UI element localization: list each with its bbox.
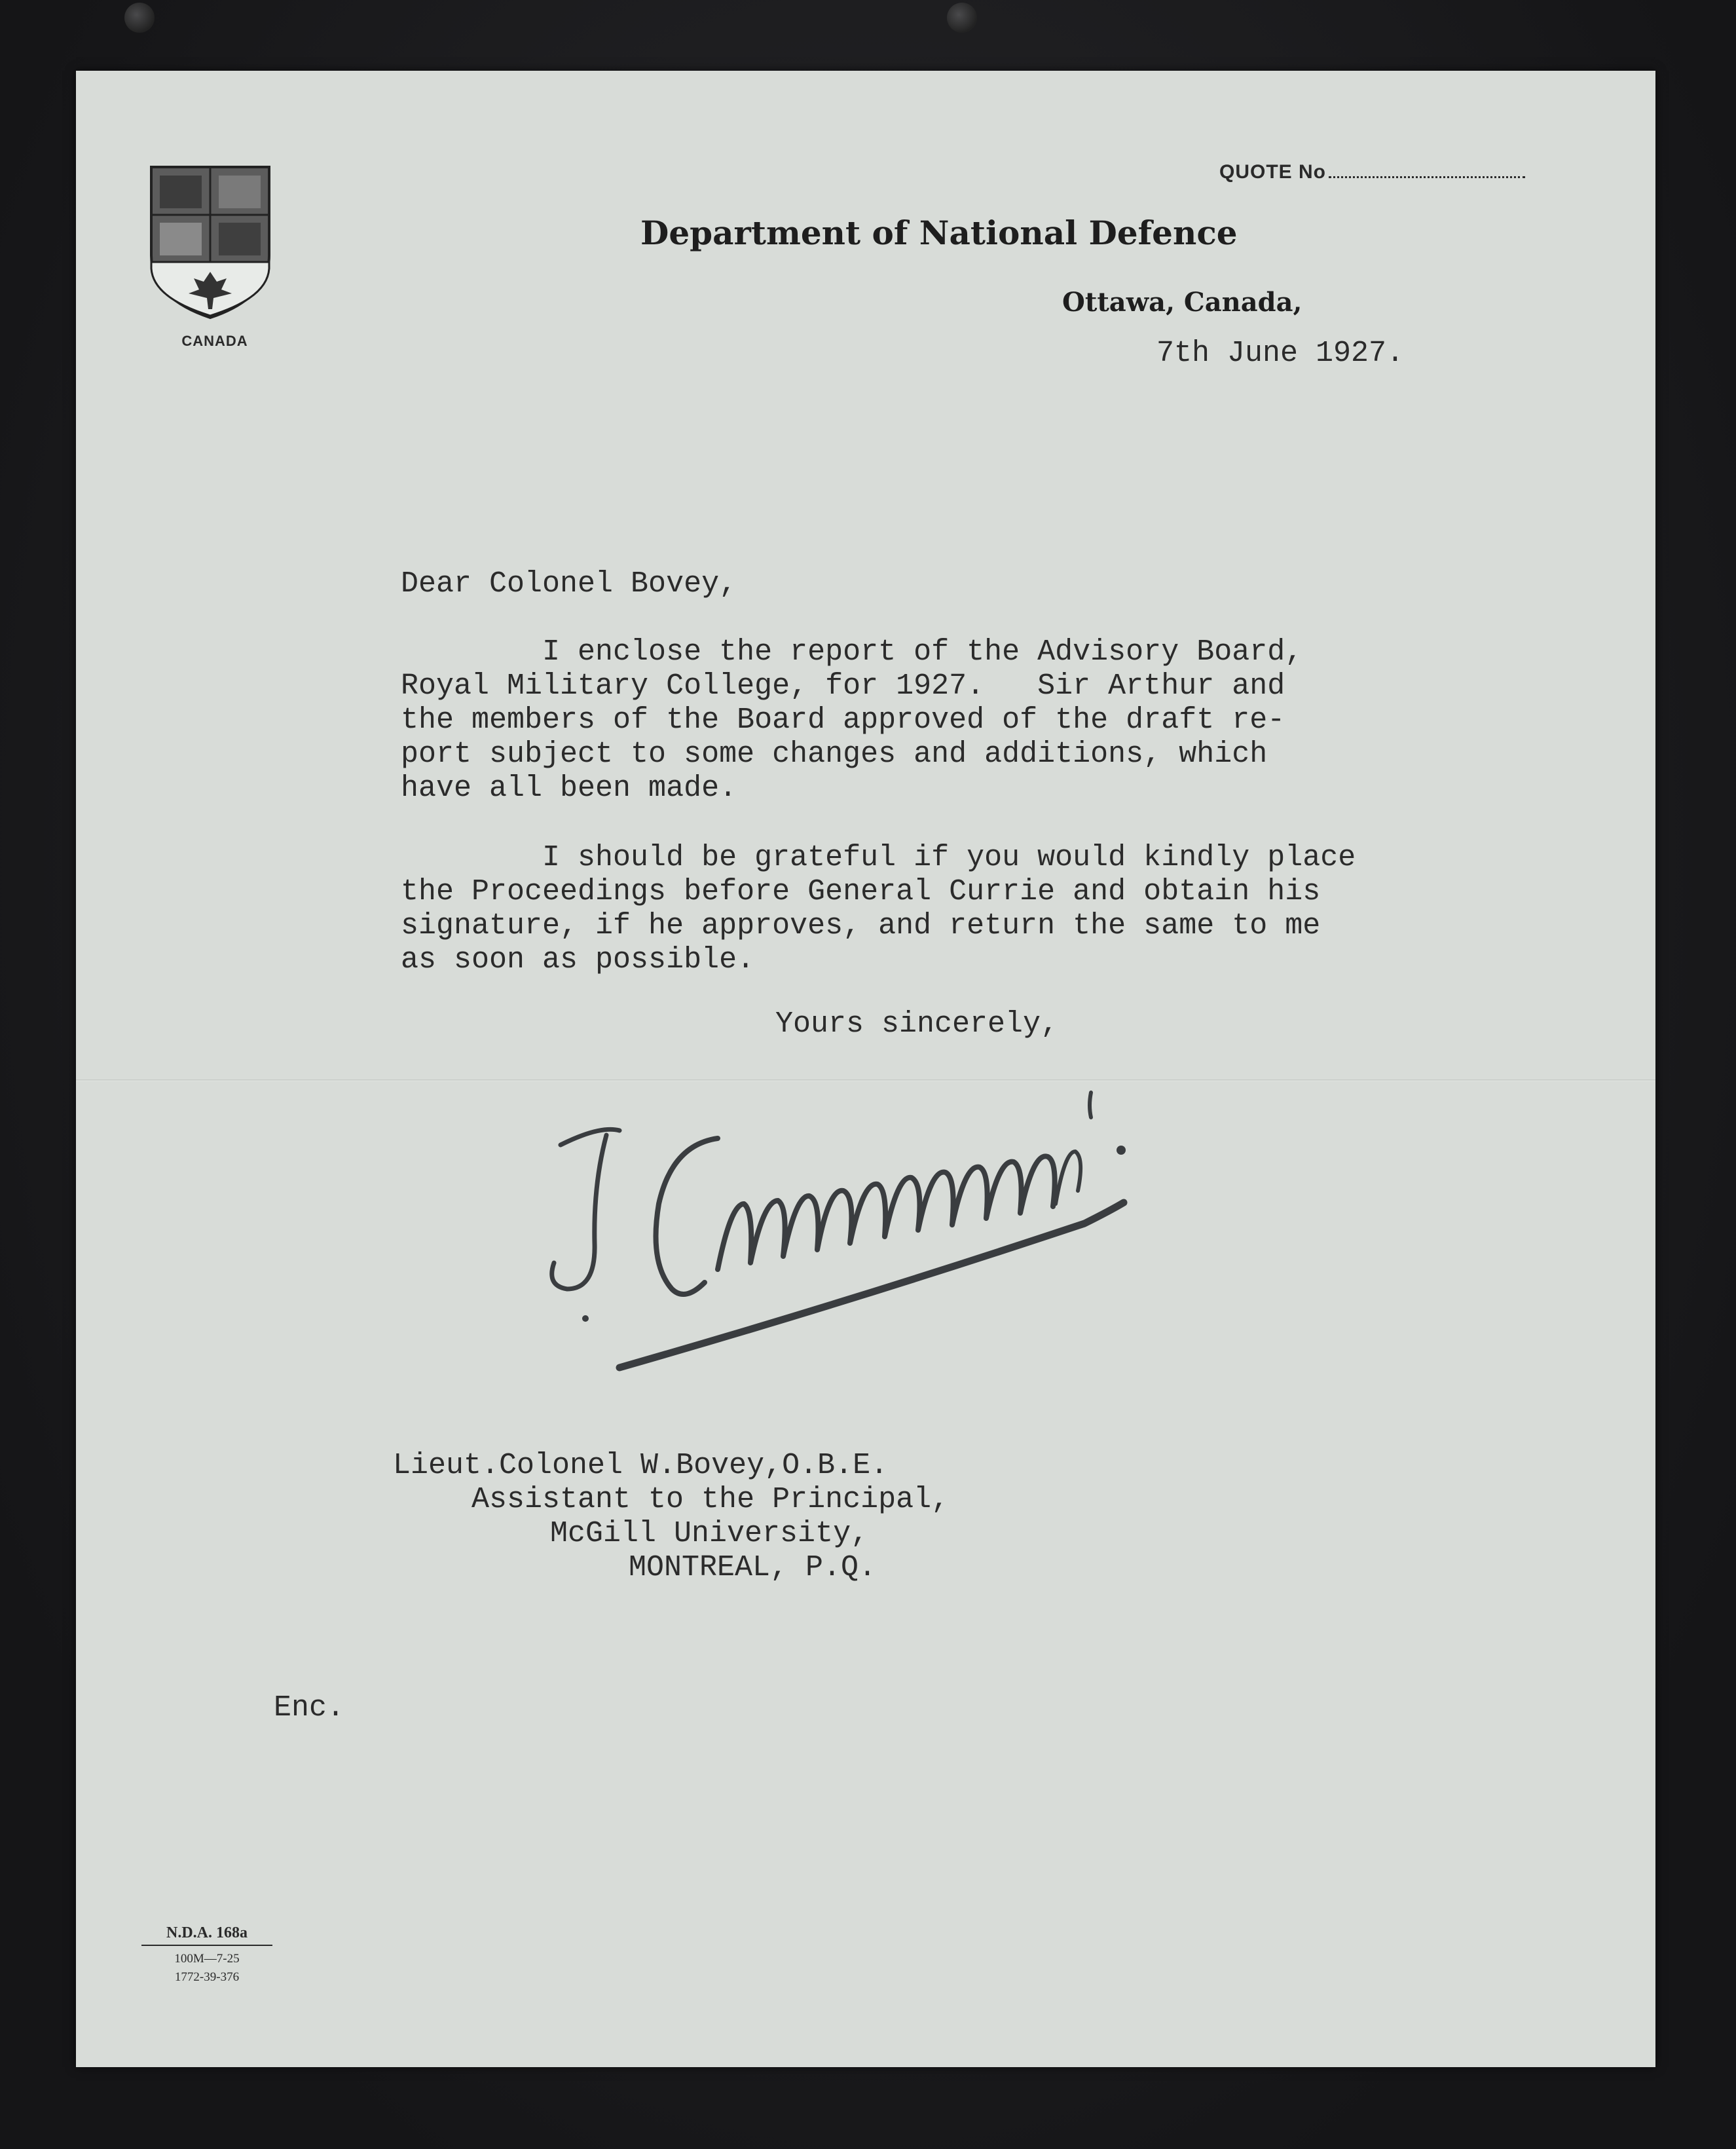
closing: Yours sincerely, — [775, 1007, 1059, 1041]
crest-caption: CANADA — [181, 333, 248, 349]
letter-sheet — [76, 71, 1655, 2067]
quote-dotted-line — [1329, 176, 1525, 178]
form-code: N.D.A. 168a — [141, 1924, 272, 1946]
quote-label: QUOTE No — [1219, 161, 1326, 183]
recipient-line-2: Assistant to the Principal, — [471, 1483, 950, 1516]
pin-icon — [947, 3, 977, 33]
place-line: Ottawa, Canada, — [1062, 287, 1302, 318]
form-order-number: 1772-39-376 — [174, 1970, 240, 1984]
pin-icon — [124, 3, 155, 33]
body-paragraph-1: I enclose the report of the Advisory Board, Royal Military College, for 1927. Sir Arthur and the members of the Board approved of the draft re- port subject to some changes and additions, which have all been made. — [401, 635, 1303, 805]
body-paragraph-2: I should be grateful if you would kindly place the Proceedings before General Currie and obtain his signature, if he approves, and return the same to me as soon as possible. — [401, 841, 1356, 977]
salutation: Dear Colonel Bovey, — [401, 567, 737, 601]
recipient-line-3: McGill University, — [550, 1517, 869, 1550]
recipient-line-4: MONTREAL, P.Q. — [629, 1551, 877, 1584]
recipient-line-1: Lieut.Colonel W.Bovey,O.B.E. — [393, 1449, 889, 1482]
form-print-run: 100M—7-25 — [174, 1952, 240, 1966]
form-footer — [141, 1924, 272, 1987]
letter-date: 7th June 1927. — [1156, 337, 1405, 370]
canada-crest-icon — [148, 164, 272, 321]
enclosure-note: Enc. — [274, 1691, 345, 1725]
handwritten-signature — [521, 1053, 1346, 1420]
department-title: Department of National Defence — [640, 214, 1238, 252]
quote-number-field — [1219, 161, 1525, 183]
